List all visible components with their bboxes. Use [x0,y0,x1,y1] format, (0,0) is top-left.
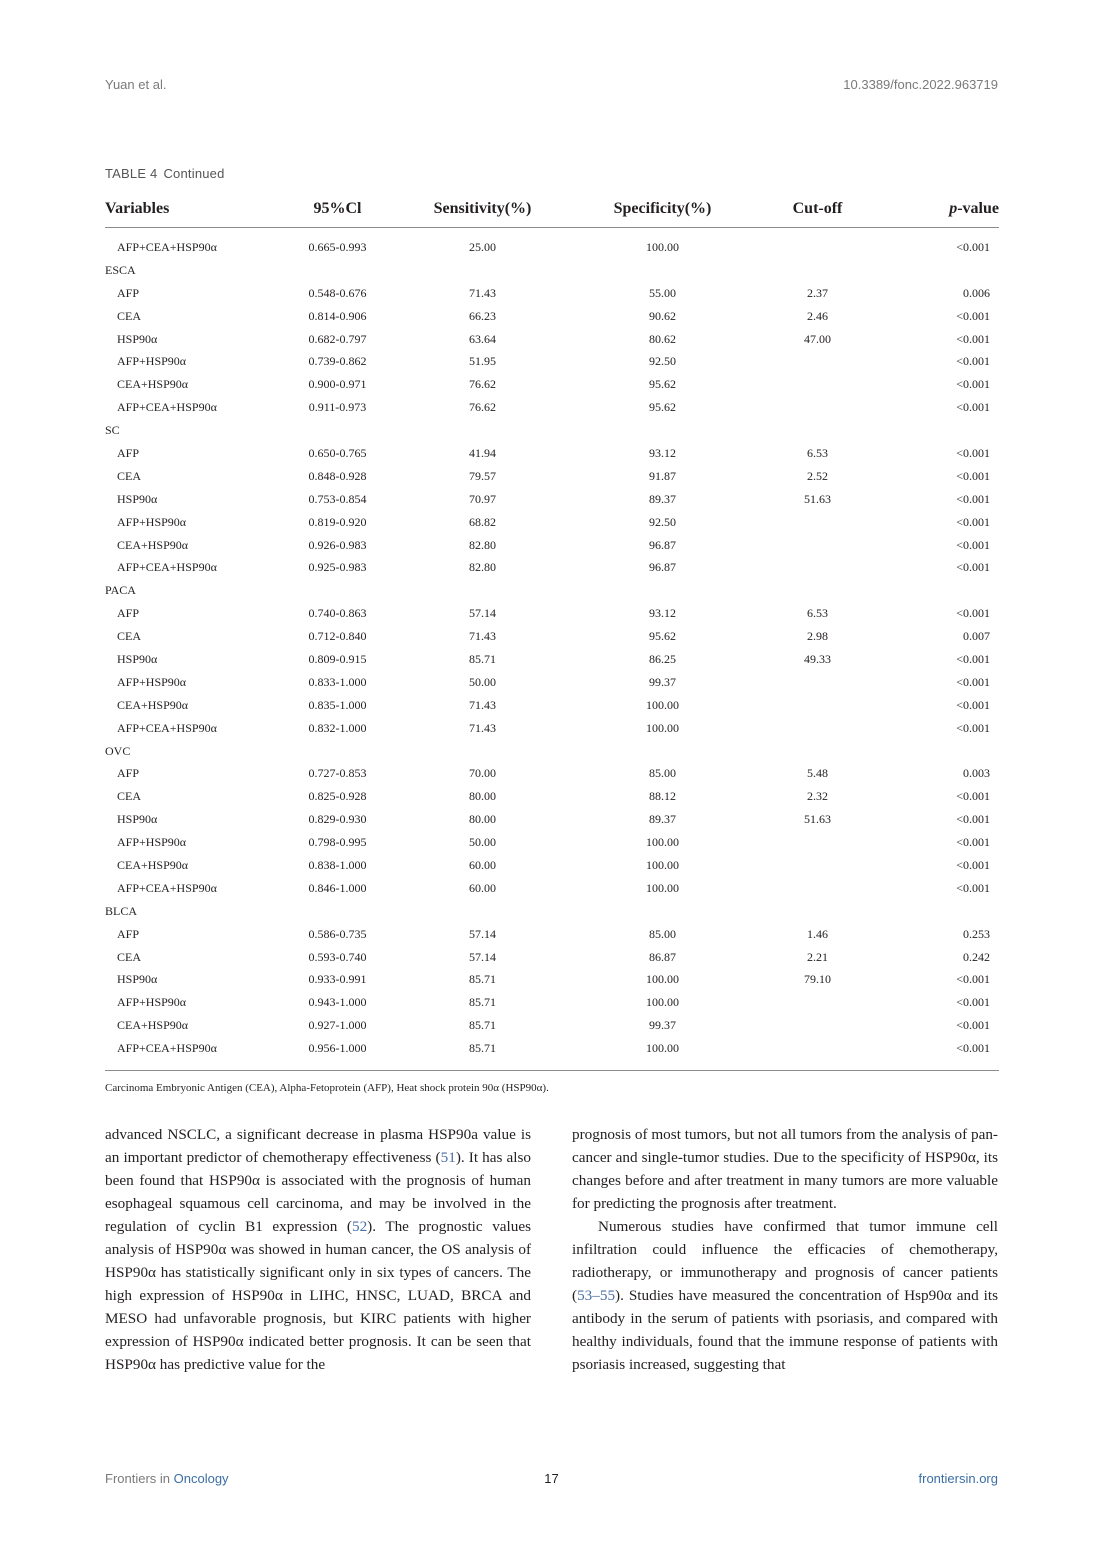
cell-sensitivity: 85.71 [469,1018,496,1033]
body-text: ). The prognostic values analysis of HSP90α was showed in human cancer, the OS analysis of HSP90α has statistically significant only in six types of cancers. The high expression of HSP90α in LIHC, HNSC, LUAD, BRCA and MESO had unfavorable prognosis, but KIRC patients with higher expression of HSP90α indicated better prognosis. It can be seen that HSP90α has predictive value for the [105,1218,531,1373]
cell-pvalue: <0.001 [956,354,990,369]
body-paragraph [105,1123,531,1376]
body-paragraph [572,1215,998,1376]
cell-pvalue: 0.007 [963,629,990,644]
cell-specificity: 100.00 [646,972,679,987]
citation-link[interactable]: 53–55 [577,1287,616,1304]
cell-cutoff [760,511,875,534]
cell-cutoff: 5.48 [807,766,828,781]
cell-variable: CEA+HSP90α [117,537,189,552]
cell-specificity: 95.62 [649,377,676,392]
table-row [105,625,999,648]
cell-specificity: 90.62 [649,308,676,323]
citation-link[interactable]: 51 [440,1149,456,1166]
column-header-cutoff: Cut-off [760,190,875,228]
cell-variable: AFP [117,926,140,941]
cell-ci: 0.956-1.000 [308,1041,367,1056]
cell-cutoff: 47.00 [804,331,831,346]
cell-sensitivity: 71.43 [469,285,496,300]
body-column-right [572,1123,998,1376]
cell-pvalue: <0.001 [956,331,990,346]
cell-ci: 0.814-0.906 [308,308,367,323]
cell-sensitivity: 82.80 [469,560,496,575]
running-head-author: Yuan et al. [105,77,167,92]
cell-cutoff [760,350,875,373]
table-row [105,511,999,534]
cell-cutoff [760,671,875,694]
cell-variable: CEA+HSP90α [117,857,189,872]
cell-sensitivity: 50.00 [469,674,496,689]
table-header-row [105,190,999,228]
cell-pvalue: <0.001 [956,239,990,254]
cell-pvalue: <0.001 [956,835,990,850]
cell-specificity: 96.87 [649,537,676,552]
cell-cutoff: 49.33 [804,651,831,666]
group-label: ESCA [105,262,136,277]
cell-variable: AFP+CEA+HSP90α [117,239,217,254]
cell-ci: 0.682-0.797 [308,331,367,346]
cell-pvalue: <0.001 [956,560,990,575]
cell-pvalue: <0.001 [956,491,990,506]
cell-variable: AFP+HSP90α [117,674,187,689]
footer-journal-name: Oncology [173,1471,229,1486]
cell-specificity: 96.87 [649,560,676,575]
cell-cutoff: 79.10 [804,972,831,987]
data-table [105,190,999,1071]
table-row [105,923,999,946]
cell-pvalue: <0.001 [956,377,990,392]
cell-pvalue: <0.001 [956,1041,990,1056]
cell-pvalue: <0.001 [956,308,990,323]
cell-pvalue: <0.001 [956,537,990,552]
cell-variable: AFP+HSP90α [117,995,187,1010]
cell-sensitivity: 85.71 [469,1041,496,1056]
cell-cutoff [760,831,875,854]
cell-specificity: 89.37 [649,491,676,506]
cell-sensitivity: 60.00 [469,857,496,872]
table-group-row [105,579,999,602]
cell-ci: 0.753-0.854 [308,491,367,506]
cell-cutoff: 6.53 [807,606,828,621]
cell-specificity: 100.00 [646,1041,679,1056]
cell-cutoff [760,991,875,1014]
cell-cutoff: 51.63 [804,812,831,827]
cell-variable: CEA [117,949,141,964]
citation-link[interactable]: 52 [351,1218,368,1235]
cell-specificity: 86.25 [649,651,676,666]
cell-ci: 0.798-0.995 [308,835,367,850]
cell-cutoff: 2.32 [807,789,828,804]
cell-ci: 0.586-0.735 [308,926,367,941]
cell-variable: CEA [117,308,141,323]
table-row [105,717,999,740]
cell-pvalue: <0.001 [956,468,990,483]
cell-variable: HSP90α [117,812,158,827]
cell-variable: AFP+HSP90α [117,835,187,850]
cell-sensitivity: 66.23 [469,308,496,323]
cell-sensitivity: 71.43 [469,720,496,735]
cell-specificity: 55.00 [649,285,676,300]
cell-ci: 0.740-0.863 [308,606,367,621]
cell-cutoff: 2.21 [807,949,828,964]
cell-specificity: 100.00 [646,697,679,712]
table-row [105,602,999,625]
cell-cutoff: 51.63 [804,491,831,506]
cell-cutoff [760,534,875,557]
cell-variable: CEA+HSP90α [117,1018,189,1033]
cell-sensitivity: 85.71 [469,972,496,987]
cell-sensitivity: 70.00 [469,766,496,781]
cell-sensitivity: 63.64 [469,331,496,346]
group-label: SC [105,423,120,438]
table-row [105,969,999,992]
cell-sensitivity: 76.62 [469,377,496,392]
table-row [105,488,999,511]
table-footnote: Carcinoma Embryonic Antigen (CEA), Alpha-Fetoprotein (AFP), Heat shock protein 90α (HSP90α). [105,1082,549,1094]
table-spacer-row [105,228,999,237]
table-row [105,831,999,854]
cell-ci: 0.838-1.000 [308,857,367,872]
cell-ci: 0.548-0.676 [308,285,367,300]
cell-pvalue: <0.001 [956,972,990,987]
cell-ci: 0.833-1.000 [308,674,367,689]
table-row [105,877,999,900]
cell-ci: 0.712-0.840 [308,629,367,644]
cell-ci: 0.900-0.971 [308,377,367,392]
table-continued: Continued [163,166,225,181]
cell-ci: 0.835-1.000 [308,697,367,712]
cell-cutoff: 2.98 [807,629,828,644]
cell-ci: 0.665-0.993 [308,239,367,254]
cell-specificity: 93.12 [649,606,676,621]
cell-ci: 0.825-0.928 [308,789,367,804]
column-header-sensitivity: Sensitivity(%) [400,190,565,228]
cell-pvalue: 0.003 [963,766,990,781]
cell-ci: 0.848-0.928 [308,468,367,483]
cell-variable: CEA+HSP90α [117,377,189,392]
cell-variable: HSP90α [117,651,158,666]
cell-specificity: 100.00 [646,835,679,850]
cell-specificity: 91.87 [649,468,676,483]
running-head-doi: 10.3389/fonc.2022.963719 [843,77,998,92]
cell-pvalue: <0.001 [956,857,990,872]
cell-sensitivity: 57.14 [469,926,496,941]
table-row [105,556,999,579]
cell-specificity: 88.12 [649,789,676,804]
column-header-variables: Variables [105,190,275,228]
footer-journal-prefix: Frontiers in [105,1471,174,1486]
cell-pvalue: <0.001 [956,674,990,689]
cell-sensitivity: 25.00 [469,239,496,254]
cell-specificity: 95.62 [649,400,676,415]
cell-sensitivity: 85.71 [469,651,496,666]
cell-sensitivity: 50.00 [469,835,496,850]
column-header-specificity: Specificity(%) [565,190,760,228]
table-row [105,350,999,373]
table-row [105,648,999,671]
cell-sensitivity: 60.00 [469,880,496,895]
cell-pvalue: <0.001 [956,697,990,712]
table-bottom-rule [105,1070,999,1071]
cell-cutoff: 2.37 [807,285,828,300]
cell-ci: 0.829-0.930 [308,812,367,827]
cell-cutoff [760,556,875,579]
body-text: ). It has also been found that HSP90α is associated with the prognosis of human esophageal squamous cell carcinoma, and may be involved in the regulation of cyclin B1 expression ( [105,1149,531,1235]
cell-cutoff [760,396,875,419]
cell-ci: 0.819-0.920 [308,514,367,529]
column-header-pvalue: p-value [875,190,999,228]
body-text: advanced NSCLC, a significant decrease in plasma HSP90a value is an important predictor of chemotherapy effectiveness ( [105,1126,531,1166]
cell-pvalue: <0.001 [956,651,990,666]
cell-cutoff [760,854,875,877]
cell-variable: CEA [117,629,141,644]
cell-ci: 0.593-0.740 [308,949,367,964]
cell-specificity: 89.37 [649,812,676,827]
cell-specificity: 95.62 [649,629,676,644]
cell-sensitivity: 80.00 [469,812,496,827]
footer-site-link[interactable]: frontiersin.org [918,1471,998,1486]
cell-variable: AFP [117,285,140,300]
table-caption [105,166,225,181]
cell-ci: 0.925-0.983 [308,560,367,575]
cell-variable: HSP90α [117,972,158,987]
table-label: TABLE 4 [105,166,158,181]
cell-specificity: 100.00 [646,880,679,895]
group-label: PACA [105,583,136,598]
cell-specificity: 100.00 [646,720,679,735]
cell-pvalue: <0.001 [956,514,990,529]
cell-specificity: 92.50 [649,514,676,529]
group-label: OVC [105,743,131,758]
cell-ci: 0.911-0.973 [308,400,367,415]
cell-variable: CEA [117,789,141,804]
table-row [105,236,999,259]
cell-pvalue: 0.006 [963,285,990,300]
cell-variable: AFP+CEA+HSP90α [117,560,217,575]
cell-ci: 0.727-0.853 [308,766,367,781]
cell-cutoff [760,236,875,259]
cell-pvalue: <0.001 [956,606,990,621]
cell-variable: CEA [117,468,141,483]
cell-cutoff [760,717,875,740]
cell-pvalue: <0.001 [956,400,990,415]
body-paragraph: prognosis of most tumors, but not all tumors from the analysis of pan-cancer and single-tumor studies. Due to the specificity of HSP90α, its changes before and after treatment in many tumors are more valuable for predicting the prognosis after treatment. [572,1126,998,1212]
cell-cutoff: 6.53 [807,445,828,460]
cell-variable: HSP90α [117,491,158,506]
cell-sensitivity: 57.14 [469,949,496,964]
cell-sensitivity: 80.00 [469,789,496,804]
cell-sensitivity: 57.14 [469,606,496,621]
cell-pvalue: 0.242 [963,949,990,964]
group-label: BLCA [105,903,138,918]
cell-ci: 0.832-1.000 [308,720,367,735]
cell-specificity: 99.37 [649,674,676,689]
cell-specificity: 92.50 [649,354,676,369]
cell-ci: 0.933-0.991 [308,972,367,987]
table-group-row [105,259,999,282]
cell-variable: HSP90α [117,331,158,346]
table-row [105,671,999,694]
table-row [105,991,999,1014]
cell-ci: 0.943-1.000 [308,995,367,1010]
cell-pvalue: 0.253 [963,926,990,941]
cell-cutoff: 1.46 [807,926,828,941]
cell-specificity: 100.00 [646,857,679,872]
cell-cutoff [760,877,875,900]
cell-ci: 0.739-0.862 [308,354,367,369]
cell-variable: AFP [117,445,140,460]
cell-variable: AFP [117,606,140,621]
cell-ci: 0.650-0.765 [308,445,367,460]
table-row [105,305,999,328]
cell-pvalue: <0.001 [956,995,990,1010]
table-group-row [105,900,999,923]
page-number: 17 [544,1471,559,1486]
cell-variable: AFP+CEA+HSP90α [117,720,217,735]
cell-ci: 0.927-1.000 [308,1018,367,1033]
table-row [105,328,999,351]
cell-pvalue: <0.001 [956,812,990,827]
table-row [105,282,999,305]
cell-cutoff [760,1014,875,1037]
cell-sensitivity: 71.43 [469,697,496,712]
cell-sensitivity: 79.57 [469,468,496,483]
cell-specificity: 85.00 [649,766,676,781]
cell-cutoff: 2.46 [807,308,828,323]
cell-cutoff [760,694,875,717]
table-row [105,396,999,419]
table-row [105,785,999,808]
cell-sensitivity: 70.97 [469,491,496,506]
body-text: Numerous studies have confirmed that tumor immune cell infiltration could influence the efficacies of chemotherapy, radiotherapy, or immunotherapy and prognosis of cancer patients ( [572,1218,998,1304]
table-row [105,534,999,557]
table-row [105,373,999,396]
cell-pvalue: <0.001 [956,1018,990,1033]
cell-pvalue: <0.001 [956,880,990,895]
cell-variable: AFP+HSP90α [117,354,187,369]
cell-specificity: 100.00 [646,995,679,1010]
cell-pvalue: <0.001 [956,789,990,804]
cell-sensitivity: 85.71 [469,995,496,1010]
cell-cutoff: 2.52 [807,468,828,483]
table-row [105,762,999,785]
table-row [105,442,999,465]
table-row [105,1037,999,1064]
cell-variable: CEA+HSP90α [117,697,189,712]
cell-variable: AFP+CEA+HSP90α [117,880,217,895]
table-group-row [105,419,999,442]
table-row [105,465,999,488]
cell-sensitivity: 41.94 [469,445,496,460]
cell-cutoff [760,1037,875,1064]
cell-pvalue: <0.001 [956,445,990,460]
cell-specificity: 85.00 [649,926,676,941]
cell-pvalue: <0.001 [956,720,990,735]
cell-ci: 0.809-0.915 [308,651,367,666]
cell-specificity: 100.00 [646,239,679,254]
cell-sensitivity: 82.80 [469,537,496,552]
table-row [105,854,999,877]
cell-variable: AFP+CEA+HSP90α [117,400,217,415]
table-row [105,808,999,831]
cell-specificity: 99.37 [649,1018,676,1033]
table-row [105,1014,999,1037]
body-column-left [105,1123,531,1376]
cell-sensitivity: 76.62 [469,400,496,415]
cell-sensitivity: 68.82 [469,514,496,529]
cell-sensitivity: 71.43 [469,629,496,644]
cell-cutoff [760,373,875,396]
cell-ci: 0.846-1.000 [308,880,367,895]
cell-specificity: 86.87 [649,949,676,964]
column-header-ci: 95%Cl [275,190,400,228]
cell-specificity: 80.62 [649,331,676,346]
table-row [105,946,999,969]
cell-variable: AFP [117,766,140,781]
body-text: ). Studies have measured the concentration of Hsp90α and its antibody in the serum of patients with psoriasis, and compared with healthy individuals, found that the immune response of patients with psoriasis increased, suggesting that [572,1287,998,1373]
cell-sensitivity: 51.95 [469,354,496,369]
cell-ci: 0.926-0.983 [308,537,367,552]
cell-variable: AFP+CEA+HSP90α [117,1041,217,1056]
cell-variable: AFP+HSP90α [117,514,187,529]
table-row [105,694,999,717]
table-group-row [105,740,999,763]
cell-specificity: 93.12 [649,445,676,460]
